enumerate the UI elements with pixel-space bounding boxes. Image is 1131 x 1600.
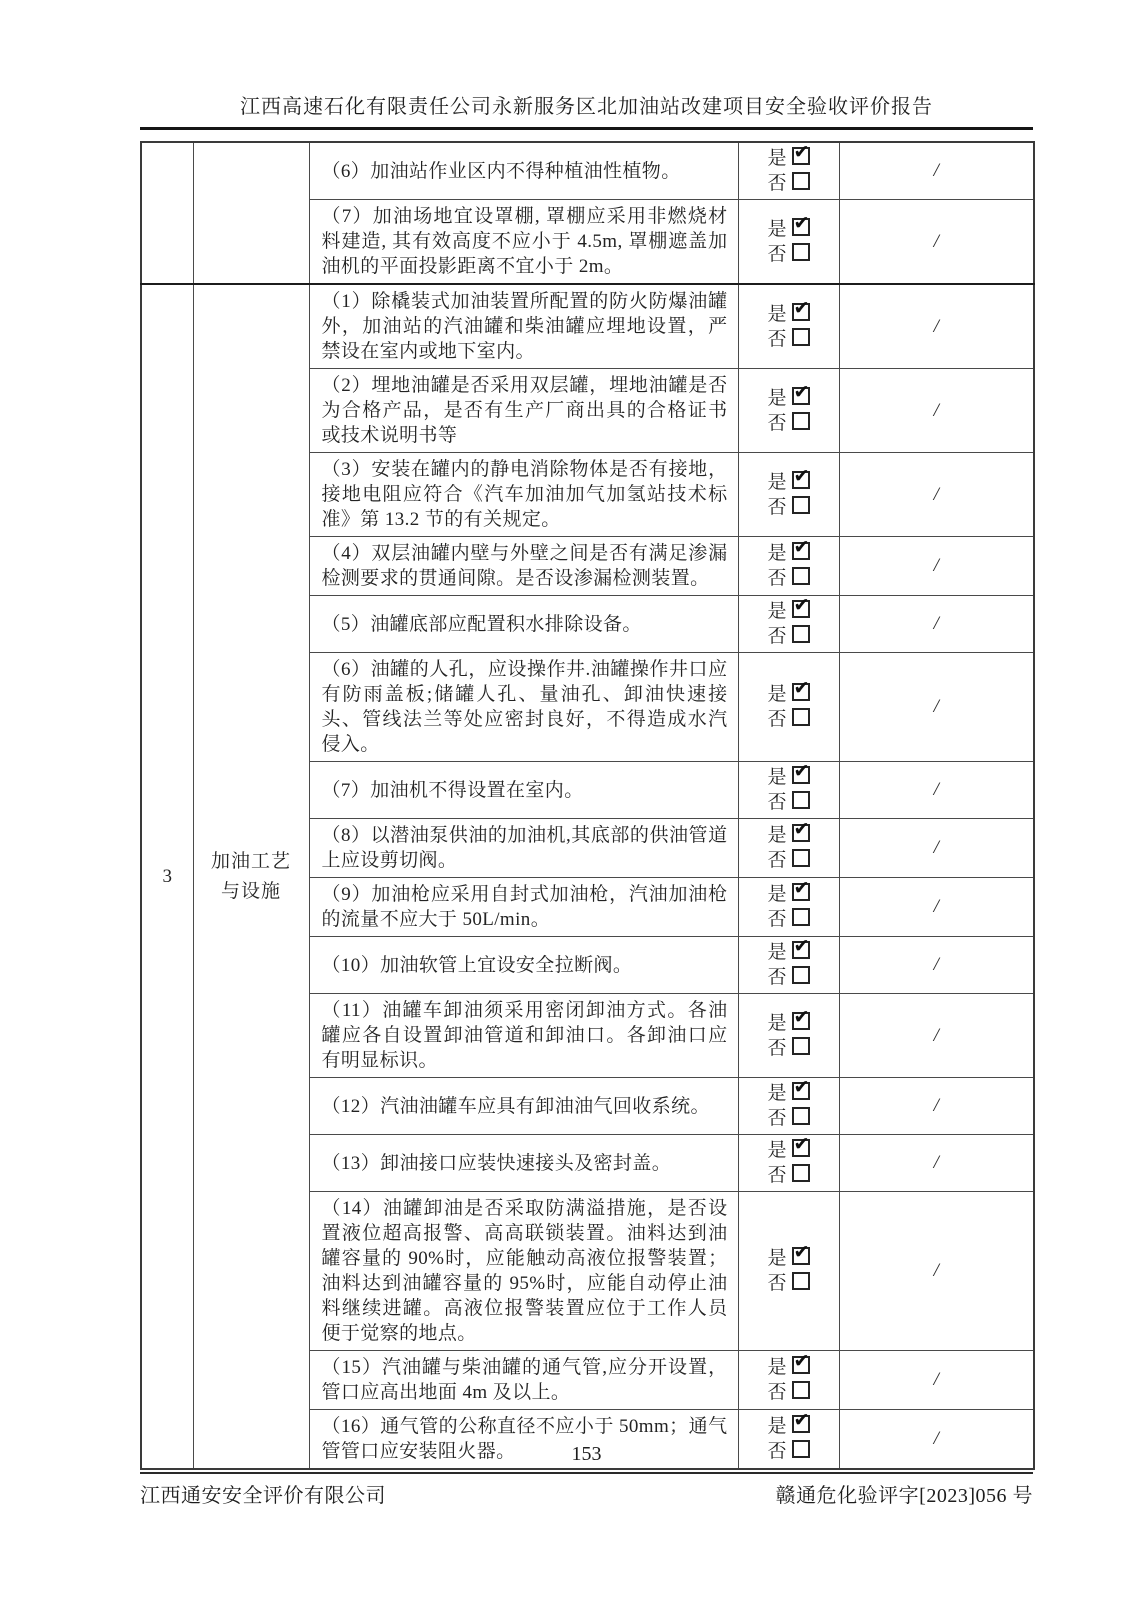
yes-no-cell	[738, 878, 839, 937]
no-label: 否	[767, 1165, 787, 1186]
yes-label: 是	[767, 387, 787, 409]
yes-label: 是	[767, 471, 787, 493]
yes-label: 是	[767, 884, 787, 905]
checklist-table-body	[141, 142, 1034, 1469]
yes-checkbox-checked	[792, 1356, 810, 1374]
yes-label: 是	[767, 148, 787, 169]
item-text-cell: （15）汽油罐与柴油罐的通气管,应分开设置，管口应高出地面 4m 及以上。	[309, 1351, 738, 1410]
item-text-cell: （5）油罐底部应配置积水排除设备。	[309, 596, 738, 653]
yes-no-cell	[738, 200, 839, 285]
yes-line	[739, 1246, 839, 1271]
no-line	[739, 566, 839, 591]
remark-cell: /	[839, 994, 1034, 1078]
section-index-cell: 3	[141, 284, 193, 1469]
item-text-cell: （7）加油机不得设置在室内。	[309, 762, 738, 819]
no-label: 否	[767, 243, 787, 265]
section-category-cell: 加油工艺与设施	[193, 284, 309, 1469]
item-text-cell: （10）加油软管上宜设安全拉断阀。	[309, 937, 738, 994]
yes-line	[739, 146, 839, 171]
yes-checkbox-checked	[792, 1012, 810, 1030]
no-line	[739, 965, 839, 990]
no-label: 否	[767, 1382, 787, 1403]
page-content	[140, 0, 1033, 1470]
no-line	[739, 495, 839, 520]
section-index-cell	[141, 142, 193, 284]
item-text-cell: （7）加油场地宜设罩棚, 罩棚应采用非燃烧材料建造, 其有效高度不应小于 4.5m, 罩棚遮盖加油机的平面投影距离不宜小于 2m。	[309, 200, 738, 285]
item-text-cell: （4）双层油罐内壁与外壁之间是否有满足渗漏检测要求的贯通间隙。是否设渗漏检测装置。	[309, 537, 738, 596]
yes-label: 是	[767, 1012, 787, 1034]
no-label: 否	[767, 1108, 787, 1129]
item-text-cell: （2）埋地油罐是否采用双层罐，埋地油罐是否为合格产品，是否有生产厂商出具的合格证书或技术说明书等	[309, 369, 738, 453]
no-checkbox	[792, 1272, 810, 1290]
remark-cell: /	[839, 1351, 1034, 1410]
no-line	[739, 1106, 839, 1131]
yes-label: 是	[767, 218, 787, 240]
no-label: 否	[767, 909, 787, 930]
yes-checkbox-checked	[792, 683, 810, 701]
yes-line	[739, 765, 839, 790]
no-line	[739, 171, 839, 196]
yes-checkbox-checked	[792, 471, 810, 489]
yes-no-cell	[738, 284, 839, 369]
yes-checkbox-checked	[792, 883, 810, 901]
yes-label: 是	[767, 825, 787, 846]
yes-no-cell	[738, 1351, 839, 1410]
no-label: 否	[767, 412, 787, 434]
yes-checkbox-checked	[792, 766, 810, 784]
yes-line	[739, 882, 839, 907]
item-text-cell: （6）油罐的人孔，应设操作井.油罐操作井口应有防雨盖板;储罐人孔、量油孔、卸油快速接头、管线法兰等处应密封良好，不得造成水汽侵入。	[309, 653, 738, 762]
yes-checkbox-checked	[792, 1082, 810, 1100]
footer-rule	[140, 1472, 1033, 1474]
yes-no-cell	[738, 537, 839, 596]
yes-no-cell	[738, 762, 839, 819]
no-line	[739, 848, 839, 873]
yes-no-cell	[738, 1192, 839, 1351]
yes-label: 是	[767, 543, 787, 564]
no-checkbox	[792, 908, 810, 926]
no-line	[739, 1036, 839, 1061]
yes-no-cell	[738, 994, 839, 1078]
item-text-cell: （14）油罐卸油是否采取防满溢措施，是否设置液位超高报警、高高联锁装置。油料达到油罐容量的 90%时，应能触动高液位报警装置；油料达到油罐容量的 95%时，应能自动停止油料继续进罐。高液位报警装置应位于工作人员便于觉察的地点。	[309, 1192, 738, 1351]
no-checkbox	[792, 849, 810, 867]
no-line	[739, 907, 839, 932]
yes-no-cell	[738, 453, 839, 537]
no-line	[739, 707, 839, 732]
yes-checkbox-checked	[792, 303, 810, 321]
remark-cell: /	[839, 537, 1034, 596]
header-rule	[140, 127, 1033, 130]
yes-label: 是	[767, 1357, 787, 1378]
remark-cell: /	[839, 1192, 1034, 1351]
remark-cell: /	[839, 1135, 1034, 1192]
no-line	[739, 1163, 839, 1188]
no-label: 否	[767, 1273, 787, 1294]
no-label: 否	[767, 792, 787, 813]
yes-checkbox-checked	[792, 542, 810, 560]
yes-checkbox-checked	[792, 824, 810, 842]
item-text-cell: （11）油罐车卸油须采用密闭卸油方式。各油罐应各自设置卸油管道和卸油口。各卸油口应有明显标识。	[309, 994, 738, 1078]
footer-document-number: 赣通危化验评字[2023]056 号	[775, 1485, 1033, 1507]
no-label: 否	[767, 496, 787, 518]
no-line	[739, 790, 839, 815]
yes-line	[739, 386, 839, 411]
yes-label: 是	[767, 1416, 787, 1437]
remark-cell: /	[839, 200, 1034, 285]
remark-cell: /	[839, 937, 1034, 994]
yes-no-cell	[738, 1135, 839, 1192]
yes-label: 是	[767, 1140, 787, 1161]
no-checkbox	[792, 1381, 810, 1399]
no-label: 否	[767, 709, 787, 730]
no-checkbox	[792, 708, 810, 726]
no-checkbox	[792, 966, 810, 984]
yes-label: 是	[767, 684, 787, 705]
no-label: 否	[767, 328, 787, 350]
remark-cell: /	[839, 142, 1034, 200]
no-checkbox	[792, 567, 810, 585]
yes-label: 是	[767, 1083, 787, 1104]
yes-checkbox-checked	[792, 218, 810, 236]
yes-label: 是	[767, 767, 787, 788]
item-text-cell: （9）加油枪应采用自封式加油枪，汽油加油枪的流量不应大于 50L/min。	[309, 878, 738, 937]
yes-checkbox-checked	[792, 147, 810, 165]
yes-checkbox-checked	[792, 1139, 810, 1157]
no-checkbox	[792, 412, 810, 430]
no-label: 否	[767, 568, 787, 589]
no-label: 否	[767, 1441, 787, 1462]
no-label: 否	[767, 626, 787, 647]
item-text-cell: （3）安装在罐内的静电消除物体是否有接地，接地电阻应符合《汽车加油加气加氢站技术标准》第 13.2 节的有关规定。	[309, 453, 738, 537]
no-line	[739, 411, 839, 436]
remark-cell: /	[839, 1078, 1034, 1135]
remark-cell: /	[839, 819, 1034, 878]
table-row	[141, 284, 1034, 369]
no-line	[739, 327, 839, 352]
no-line	[739, 1271, 839, 1296]
no-checkbox	[792, 1164, 810, 1182]
yes-no-cell	[738, 596, 839, 653]
table-row	[141, 142, 1034, 200]
yes-label: 是	[767, 601, 787, 622]
yes-checkbox-checked	[792, 387, 810, 405]
no-checkbox	[792, 791, 810, 809]
yes-label: 是	[767, 942, 787, 963]
remark-cell: /	[839, 1410, 1034, 1470]
no-line	[739, 624, 839, 649]
no-checkbox	[792, 625, 810, 643]
yes-line	[739, 940, 839, 965]
yes-line	[739, 470, 839, 495]
item-text-cell: （13）卸油接口应装快速接头及密封盖。	[309, 1135, 738, 1192]
no-checkbox	[792, 496, 810, 514]
no-checkbox	[792, 1037, 810, 1055]
yes-line	[739, 1011, 839, 1036]
yes-no-cell	[738, 819, 839, 878]
no-label: 否	[767, 967, 787, 988]
no-label: 否	[767, 850, 787, 871]
yes-no-cell	[738, 1078, 839, 1135]
yes-no-cell	[738, 653, 839, 762]
yes-label: 是	[767, 1248, 787, 1269]
no-checkbox	[792, 172, 810, 190]
yes-checkbox-checked	[792, 1247, 810, 1265]
no-label: 否	[767, 1037, 787, 1059]
yes-line	[739, 217, 839, 242]
no-checkbox	[792, 243, 810, 261]
yes-line	[739, 1355, 839, 1380]
yes-no-cell	[738, 937, 839, 994]
yes-line	[739, 541, 839, 566]
item-text-cell: （6）加油站作业区内不得种植油性植物。	[309, 142, 738, 200]
yes-checkbox-checked	[792, 1415, 810, 1433]
footer-company-name: 江西通安安全评价有限公司	[140, 1485, 386, 1507]
section-category-cell	[193, 142, 309, 284]
footer	[140, 1479, 1033, 1508]
report-header-title: 江西高速石化有限责任公司永新服务区北加油站改建项目安全验收评价报告	[240, 96, 933, 118]
no-line	[739, 242, 839, 267]
remark-cell: /	[839, 453, 1034, 537]
remark-cell: /	[839, 762, 1034, 819]
yes-line	[739, 682, 839, 707]
yes-no-cell	[738, 369, 839, 453]
yes-line	[739, 1081, 839, 1106]
yes-no-cell	[738, 142, 839, 200]
item-text-cell: （16）通气管的公称直径不应小于 50mm；通气管管口应安装阻火器。	[309, 1410, 738, 1470]
page-number: 153	[571, 1443, 602, 1465]
yes-checkbox-checked	[792, 941, 810, 959]
remark-cell: /	[839, 653, 1034, 762]
item-text-cell: （1）除橇装式加油装置所配置的防火防爆油罐外，加油站的汽油罐和柴油罐应埋地设置，严禁设在室内或地下室内。	[309, 284, 738, 369]
yes-label: 是	[767, 303, 787, 325]
yes-line	[739, 1138, 839, 1163]
no-label: 否	[767, 173, 787, 194]
item-text-cell: （8）以潜油泵供油的加油机,其底部的供油管道上应设剪切阀。	[309, 819, 738, 878]
yes-line	[739, 302, 839, 327]
remark-cell: /	[839, 878, 1034, 937]
remark-cell: /	[839, 596, 1034, 653]
yes-line	[739, 823, 839, 848]
no-checkbox	[792, 328, 810, 346]
remark-cell: /	[839, 284, 1034, 369]
item-text-cell: （12）汽油油罐车应具有卸油油气回收系统。	[309, 1078, 738, 1135]
no-line	[739, 1380, 839, 1405]
yes-line	[739, 599, 839, 624]
remark-cell: /	[839, 369, 1034, 453]
safety-checklist-table	[140, 141, 1035, 1470]
no-checkbox	[792, 1107, 810, 1125]
yes-checkbox-checked	[792, 600, 810, 618]
yes-line	[739, 1414, 839, 1439]
